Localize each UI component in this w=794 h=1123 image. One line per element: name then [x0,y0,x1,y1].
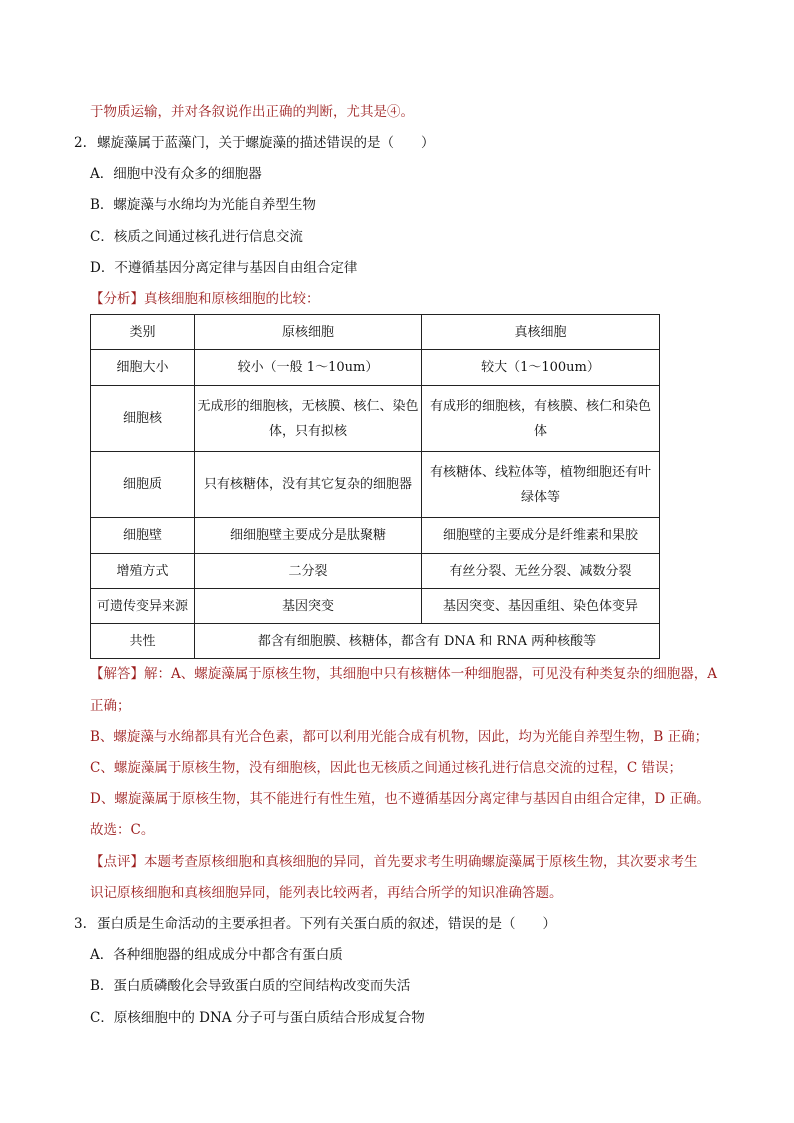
table-cell: 可遗传变异来源 [91,589,195,624]
table-cell: 二分裂 [195,554,422,589]
comment-line: 【点评】本题考查原核细胞和真核细胞的异同，首先要求考生明确螺旋藻属于原核生物，其次要求考生 [90,854,698,870]
answer-line: 【解答】解：A、螺旋藻属于原核生物，其细胞中只有核糖体一种细胞器，可见没有种类复杂的细胞器，A [90,666,717,682]
table-cell: 细胞壁的主要成分是纤维素和果胶 [422,518,660,554]
previous-answer-tail: 于物质运输，并对各叙说作出正确的判断，尤其是④。 [90,104,414,120]
table-cell: 有丝分裂、无丝分裂、减数分裂 [422,554,660,589]
table-cell: 只有核糖体，没有其它复杂的细胞器 [195,452,422,518]
table-cell: 细细胞壁主要成分是肽聚糖 [195,518,422,554]
table-header-cell: 原核细胞 [195,315,422,350]
comment-line: 识记原核细胞和真核细胞异同，能列表比较两者，再结合所学的知识准确答题。 [90,885,563,901]
table-cell: 都含有细胞膜、核糖体，都含有 DNA 和 RNA 两种核酸等 [195,624,660,659]
question-3-option-a: A．各种细胞器的组成成分中都含有蛋白质 [90,947,343,963]
table-row [91,350,660,386]
table-cell: 基因突变、基因重组、染色体变异 [422,589,660,624]
table-cell: 细胞大小 [91,350,195,386]
table-cell: 基因突变 [195,589,422,624]
table-header-row [91,315,660,350]
table-row [91,589,660,624]
question-2-option-a: A．细胞中没有众多的细胞器 [90,166,262,182]
question-2-option-d: D．不遵循基因分离定律与基因自由组合定律 [90,260,358,276]
question-3-number: 3. [74,916,87,932]
table-row [91,386,660,452]
question-2-option-b: B．螺旋藻与水绵均为光能自养型生物 [90,197,316,213]
table-header-cell: 真核细胞 [422,315,660,350]
question-3-option-c: C．原核细胞中的 DNA 分子可与蛋白质结合形成复合物 [90,1010,425,1026]
table-cell: 细胞质 [91,452,195,518]
answer-line: 故选：C。 [90,822,155,838]
table-row [91,554,660,589]
table-cell: 增殖方式 [91,554,195,589]
answer-line: D、螺旋藻属于原核生物，其不能进行有性生殖，也不遵循基因分离定律与基因自由组合定律，D 正确。 [90,791,710,807]
answer-line: B、螺旋藻与水绵都具有光合色素，都可以利用光能合成有机物，因此，均为光能自养型生物，B 正确； [90,729,709,745]
question-3-option-b: B．蛋白质磷酸化会导致蛋白质的空间结构改变而失活 [90,978,411,994]
question-2-analysis-heading: 【分析】真核细胞和原核细胞的比较： [90,291,320,307]
question-3-stem: 蛋白质是生命活动的主要承担者。下列有关蛋白质的叙述，错误的是（ ） [97,916,556,932]
table-cell: 无成形的细胞核，无核膜、核仁、染色体，只有拟核 [195,386,422,452]
answer-line: C、螺旋藻属于原核生物，没有细胞核，因此也无核质之间通过核孔进行信息交流的过程，C 错误； [90,760,682,776]
table-cell: 细胞壁 [91,518,195,554]
table-header-cell: 类别 [91,315,195,350]
question-2-stem: 螺旋藻属于蓝藻门，关于螺旋藻的描述错误的是（ ） [97,135,435,151]
answer-line: 正确； [90,698,131,714]
question-2-option-c: C．核质之间通过核孔进行信息交流 [90,229,303,245]
table-cell: 较大（1～100um） [422,350,660,386]
table-cell: 较小（一般 1～10um） [195,350,422,386]
table-cell: 细胞核 [91,386,195,452]
question-2-number: 2. [74,135,87,151]
table-cell: 有核糖体、线粒体等，植物细胞还有叶绿体等 [422,452,660,518]
table-common-row [91,624,660,659]
table-row [91,518,660,554]
table-row [91,452,660,518]
cell-comparison-table [90,314,660,659]
table-cell: 有成形的细胞核，有核膜、核仁和染色体 [422,386,660,452]
table-cell: 共性 [91,624,195,659]
